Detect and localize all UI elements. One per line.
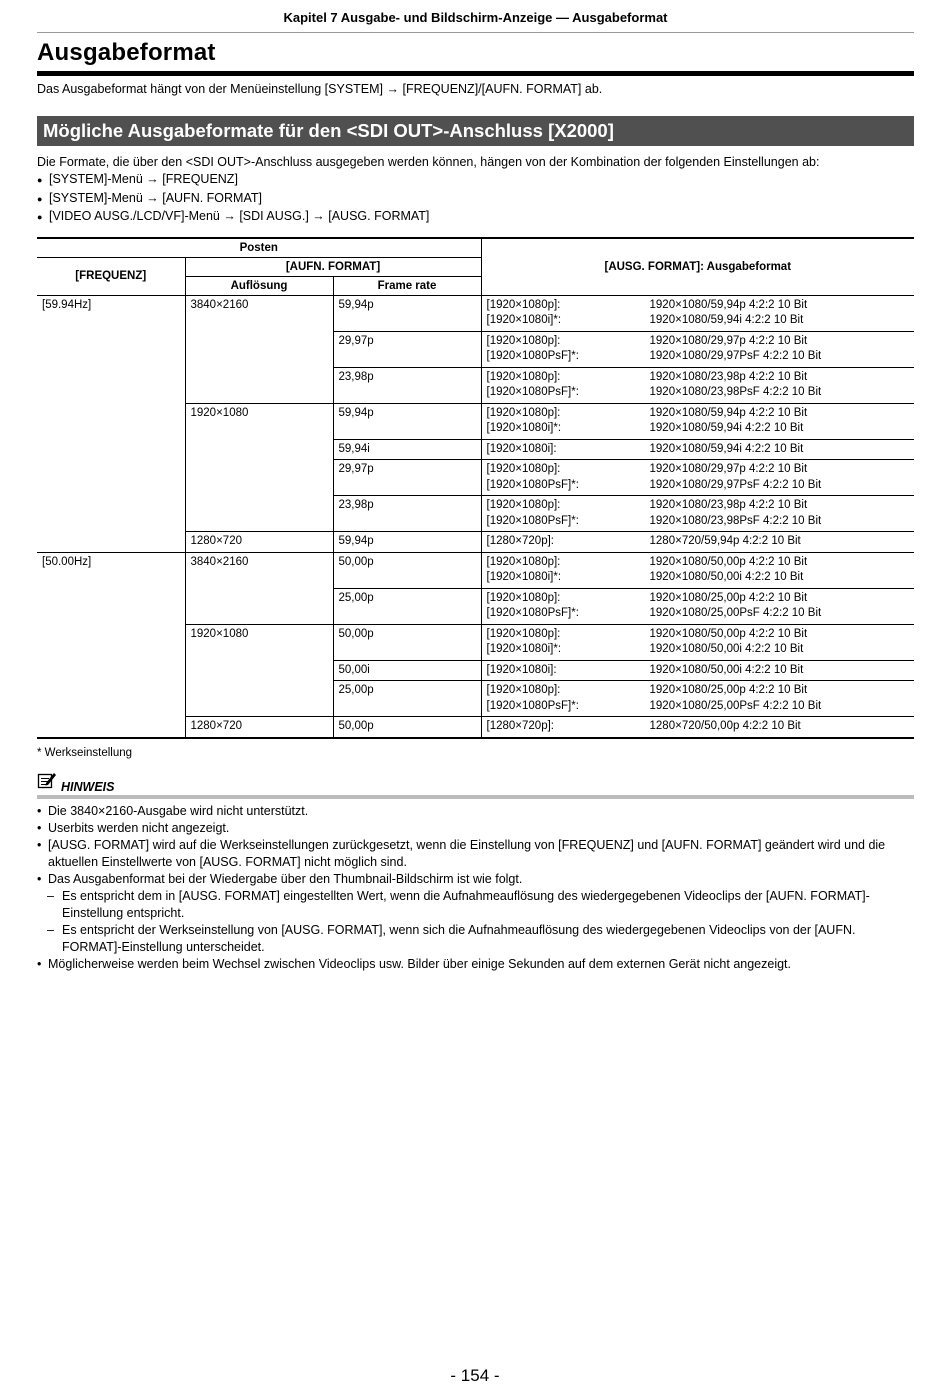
cell-frame-rate: 25,00p — [333, 681, 481, 717]
table-row — [37, 552, 914, 588]
output-line — [487, 498, 910, 514]
output-format: 1920×1080/25,00p 4:2:2 10 Bit — [649, 684, 808, 696]
cell-output — [481, 717, 914, 738]
bullet-icon: ● — [37, 175, 43, 185]
cell-output — [481, 460, 914, 496]
cell-output — [481, 439, 914, 460]
cell-output — [481, 532, 914, 553]
intro-text: Das Ausgabeformat hängt von der Menüeinstellung [SYSTEM] → [FREQUENZ]/[AUFN. FORMAT] ab. — [37, 82, 603, 96]
output-setting: [1280×720p]: — [486, 535, 554, 547]
output-line — [487, 555, 910, 571]
cell-output — [481, 403, 914, 439]
note-header — [37, 771, 914, 799]
header-aufloesung: Auflösung — [185, 276, 333, 295]
output-setting: [1920×1080p]: — [486, 555, 561, 568]
cell-output — [481, 660, 914, 681]
cell-output — [481, 331, 914, 367]
output-line — [487, 534, 910, 550]
output-line — [487, 570, 910, 586]
cell-output — [481, 295, 914, 331]
page — [37, 0, 914, 973]
cell-frame-rate: 50,00p — [333, 552, 481, 588]
setting-item — [37, 171, 914, 190]
header-posten: Posten — [239, 241, 278, 254]
cell-frame-rate: 59,94p — [333, 532, 481, 553]
cell-output — [481, 552, 914, 588]
output-format-table — [37, 237, 914, 739]
output-line — [487, 298, 910, 314]
output-line — [487, 349, 910, 365]
output-setting: [1920×1080PsF]*: — [486, 607, 579, 619]
bullet-icon: ● — [37, 212, 43, 222]
note-item: • Das Ausgabenformat bei der Wiedergabe über den Thumbnail-Bildschirm ist wie folgt. — [37, 871, 914, 888]
output-line — [487, 385, 910, 401]
note-item: • Möglicherweise werden beim Wechsel zwischen Videoclips usw. Bilder über einige Sekunden auf dem externen Gerät nicht angezeigt. — [37, 956, 914, 973]
output-setting: [1920×1080p]: — [486, 499, 561, 511]
cell-frame-rate: 29,97p — [333, 331, 481, 367]
note-icon — [37, 771, 57, 794]
setting-text: [SYSTEM]-Menü → [AUFN. FORMAT] — [49, 190, 262, 205]
output-format: 1920×1080/29,97p 4:2:2 10 Bit — [649, 463, 808, 475]
cell-frequenz: [50.00Hz] — [37, 552, 185, 738]
output-format: 1920×1080/29,97PsF 4:2:2 10 Bit — [649, 350, 822, 362]
cell-aufloesung: 3840×2160 — [185, 295, 333, 403]
cell-frame-rate: 50,00p — [333, 717, 481, 738]
setting-text: [SYSTEM]-Menü → [FREQUENZ] — [49, 172, 238, 186]
cell-frame-rate: 59,94i — [333, 439, 481, 460]
section-intro: Die Formate, die über den <SDI OUT>-Anschluss ausgegeben werden können, hängen von der Kombination der folgenden Einstellungen ab: — [37, 155, 820, 169]
output-setting: [1920×1080i]*: — [486, 422, 562, 434]
cell-aufloesung: 1920×1080 — [185, 624, 333, 717]
output-line — [487, 478, 910, 494]
setting-text: [VIDEO AUSG./LCD/VF]-Menü → [SDI AUSG.] → [AUSG. FORMAT] — [49, 209, 430, 223]
note-item: • [AUSG. FORMAT] wird auf die Werkseinstellungen zurückgesetzt, wenn die Einstellung von [FREQUENZ] und [AUFN. FORMAT] geändert wird und die aktuellen Einstellwerte von [AUSG. FORMAT] nicht möglich sind. — [37, 837, 914, 871]
output-line — [487, 683, 910, 699]
output-setting: [1920×1080i]: — [486, 442, 557, 455]
output-format: 1920×1080/59,94p 4:2:2 10 Bit — [649, 298, 808, 311]
cell-frame-rate: 25,00p — [333, 588, 481, 624]
note-item: • Die 3840×2160-Ausgabe wird nicht unterstützt. — [37, 803, 914, 820]
cell-aufloesung: 3840×2160 — [185, 552, 333, 624]
output-format: 1920×1080/23,98PsF 4:2:2 10 Bit — [649, 386, 822, 398]
output-format: 1280×720/50,00p 4:2:2 10 Bit — [649, 720, 801, 732]
output-setting: [1920×1080PsF]*: — [486, 699, 579, 712]
output-format: 1920×1080/23,98p 4:2:2 10 Bit — [649, 370, 808, 383]
chapter-header: Kapitel 7 Ausgabe- und Bildschirm-Anzeige — Ausgabeformat — [37, 0, 914, 33]
output-format: 1920×1080/25,00p 4:2:2 10 Bit — [649, 591, 808, 604]
note-label: HINWEIS — [61, 779, 115, 794]
output-setting: [1920×1080p]: — [486, 334, 561, 347]
output-line — [487, 699, 910, 715]
output-line — [487, 663, 910, 679]
output-format: 1920×1080/50,00p 4:2:2 10 Bit — [649, 627, 808, 640]
output-setting: [1920×1080PsF]*: — [486, 514, 579, 527]
header-ausg-format: [AUSG. FORMAT]: Ausgabeformat — [481, 238, 914, 296]
output-format: 1920×1080/25,00PsF 4:2:2 10 Bit — [649, 607, 822, 619]
cell-frame-rate: 59,94p — [333, 403, 481, 439]
output-setting: [1920×1080PsF]*: — [486, 350, 579, 362]
cell-frequenz: [59.94Hz] — [42, 298, 92, 311]
output-format: 1920×1080/23,98PsF 4:2:2 10 Bit — [649, 514, 822, 527]
section-title: Mögliche Ausgabeformate für den <SDI OUT>-Anschluss [X2000] — [37, 116, 914, 146]
cell-aufloesung: 1280×720 — [185, 532, 333, 553]
setting-item — [37, 190, 914, 209]
output-format: 1920×1080/50,00i 4:2:2 10 Bit — [649, 643, 804, 655]
header-frame-rate: Frame rate — [333, 276, 481, 295]
output-line — [487, 514, 910, 530]
cell-output — [481, 681, 914, 717]
notes-list — [37, 803, 914, 973]
output-format: 1920×1080/59,94i 4:2:2 10 Bit — [649, 422, 804, 434]
output-format: 1920×1080/29,97PsF 4:2:2 10 Bit — [649, 478, 822, 491]
output-line — [487, 462, 910, 478]
output-setting: [1920×1080p]: — [486, 684, 561, 696]
cell-frame-rate: 59,94p — [333, 295, 481, 331]
output-setting: [1920×1080p]: — [486, 591, 561, 604]
output-line — [487, 370, 910, 386]
cell-frame-rate: 29,97p — [333, 460, 481, 496]
cell-frame-rate: 23,98p — [333, 496, 481, 532]
output-line — [487, 442, 910, 458]
output-line — [487, 606, 910, 622]
output-line — [487, 719, 910, 735]
footnote: * Werkseinstellung — [37, 746, 133, 759]
output-format: 1920×1080/25,00PsF 4:2:2 10 Bit — [649, 699, 822, 712]
output-format: 1920×1080/59,94i 4:2:2 10 Bit — [649, 442, 804, 455]
output-line — [487, 334, 910, 350]
output-setting: [1920×1080i]*: — [486, 643, 562, 655]
output-format: 1280×720/59,94p 4:2:2 10 Bit — [649, 535, 801, 547]
cell-output — [481, 588, 914, 624]
output-line — [487, 421, 910, 437]
output-setting: [1920×1080i]: — [486, 663, 557, 676]
output-format: 1920×1080/59,94p 4:2:2 10 Bit — [649, 406, 808, 419]
output-setting: [1920×1080p]: — [486, 298, 561, 311]
output-format: 1920×1080/23,98p 4:2:2 10 Bit — [649, 499, 808, 511]
output-setting: [1920×1080p]: — [486, 370, 561, 383]
cell-output — [481, 624, 914, 660]
output-setting: [1920×1080PsF]*: — [486, 386, 579, 398]
page-number: - 154 - — [450, 1366, 500, 1385]
output-line — [487, 627, 910, 643]
output-line — [487, 642, 910, 658]
cell-frame-rate: 50,00p — [333, 624, 481, 660]
cell-output — [481, 496, 914, 532]
output-setting: [1920×1080PsF]*: — [486, 478, 579, 491]
cell-aufloesung: 1920×1080 — [185, 403, 333, 532]
output-line — [487, 313, 910, 329]
output-setting: [1920×1080i]*: — [486, 571, 562, 583]
output-setting: [1920×1080p]: — [486, 463, 561, 475]
settings-list — [37, 171, 914, 227]
output-format: 1920×1080/50,00p 4:2:2 10 Bit — [649, 555, 808, 568]
cell-frame-rate: 50,00i — [333, 660, 481, 681]
output-setting: [1920×1080p]: — [486, 406, 561, 419]
note-subitem: – Es entspricht der Werkseinstellung von [AUSG. FORMAT], wenn sich die Aufnahmeauflösung des wiedergegebenen Videoclips von der [AUFN. FORMAT]-Einstellung unterscheidet. — [37, 922, 914, 956]
output-format: 1920×1080/59,94i 4:2:2 10 Bit — [649, 314, 804, 326]
output-setting: [1920×1080i]*: — [486, 314, 562, 326]
output-format: 1920×1080/50,00i 4:2:2 10 Bit — [649, 571, 804, 583]
cell-output — [481, 367, 914, 403]
output-line — [487, 591, 910, 607]
cell-aufloesung: 1280×720 — [185, 717, 333, 738]
note-subitem: – Es entspricht dem in [AUSG. FORMAT] eingestellten Wert, wenn die Aufnahmeauflösung des wiedergegebenen Videoclips der [AUFN. FORMAT]-Einstellung entspricht. — [37, 888, 914, 922]
header-aufn-format: [AUFN. FORMAT] — [185, 257, 481, 276]
note-item: • Userbits werden nicht angezeigt. — [37, 820, 914, 837]
bullet-icon: ● — [37, 193, 43, 204]
output-setting: [1920×1080p]: — [486, 627, 561, 640]
output-line — [487, 406, 910, 422]
setting-item — [37, 208, 914, 227]
page-title: Ausgabeformat — [37, 39, 914, 76]
header-frequenz: [FREQUENZ] — [37, 257, 185, 295]
cell-frame-rate: 23,98p — [333, 367, 481, 403]
output-format: 1920×1080/29,97p 4:2:2 10 Bit — [649, 334, 808, 347]
table-row — [37, 295, 914, 331]
output-setting: [1280×720p]: — [486, 720, 554, 732]
output-format: 1920×1080/50,00i 4:2:2 10 Bit — [649, 663, 804, 676]
